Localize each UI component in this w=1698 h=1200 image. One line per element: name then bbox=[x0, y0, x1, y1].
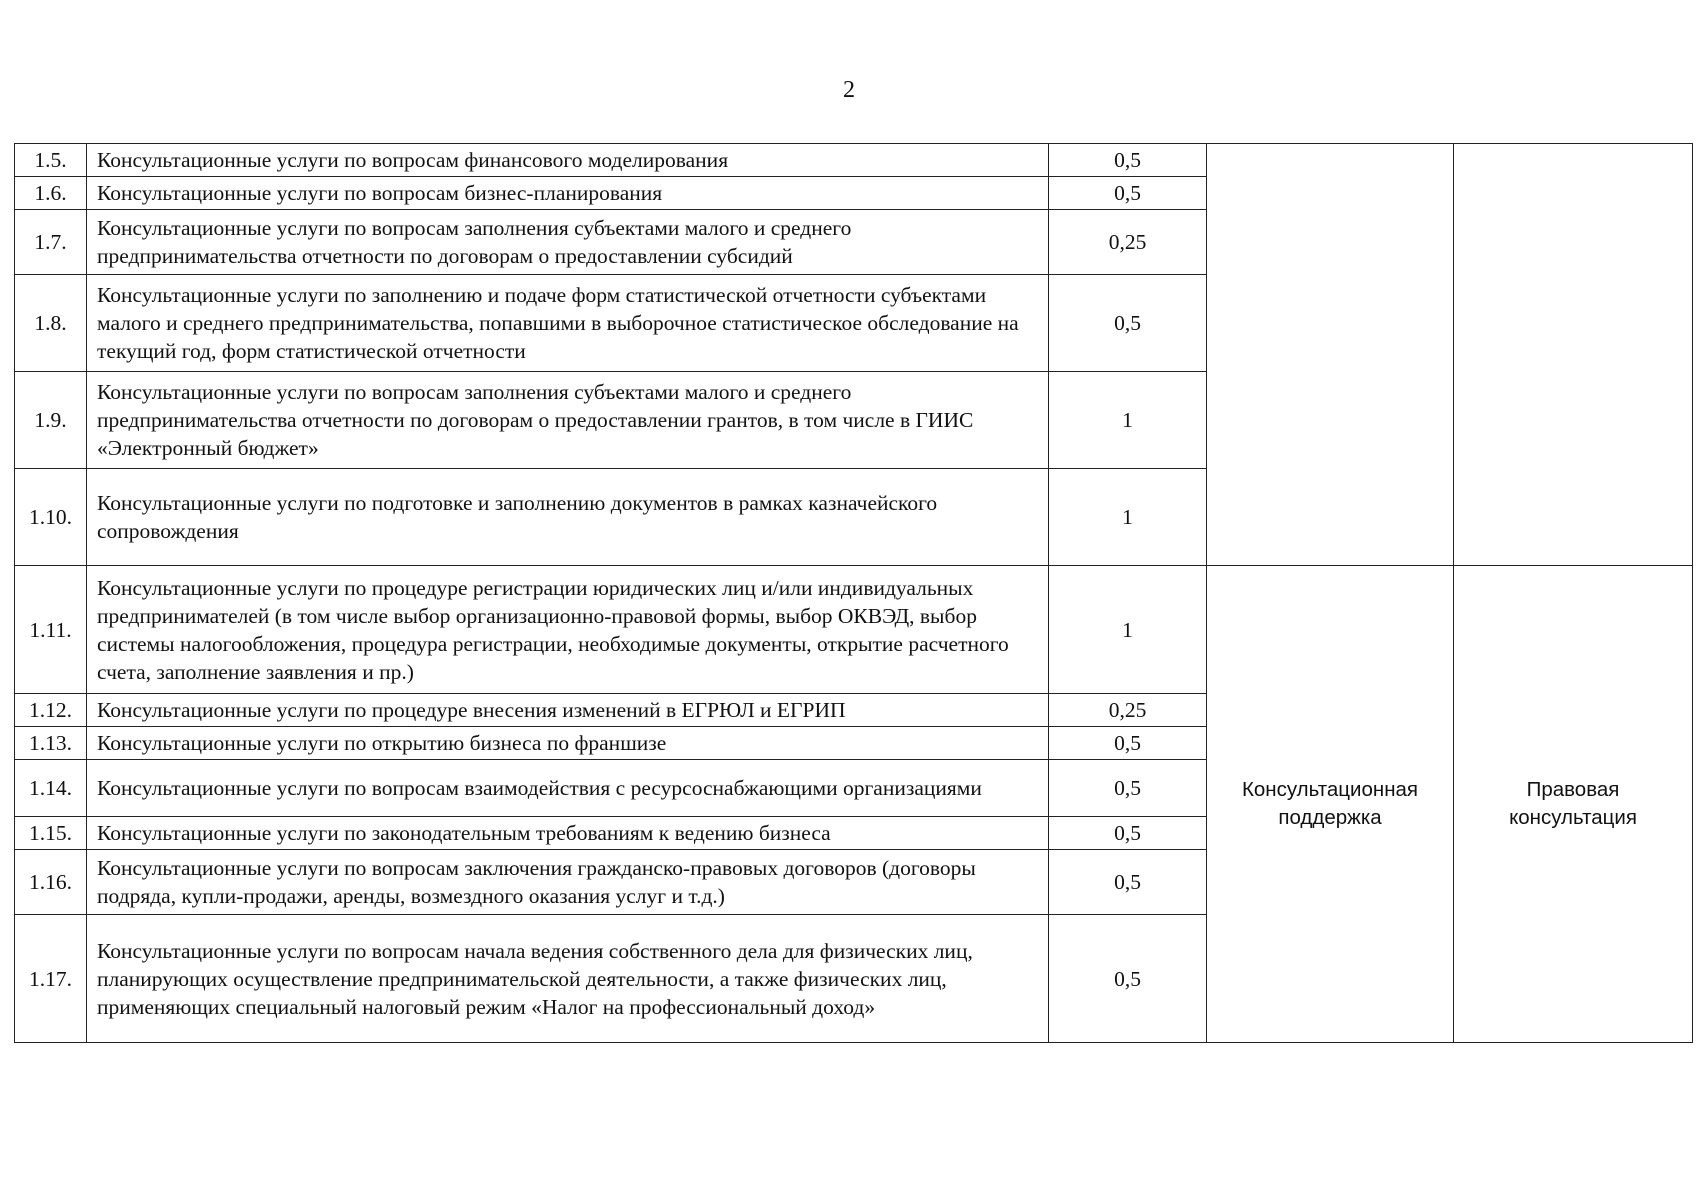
row-number: 1.15. bbox=[15, 817, 87, 850]
service-value: 1 bbox=[1049, 372, 1207, 469]
service-value: 0,5 bbox=[1049, 760, 1207, 817]
service-description: Консультационные услуги по подготовке и заполнению документов в рамках казначейского сопровождения bbox=[87, 469, 1049, 566]
row-number: 1.8. bbox=[15, 275, 87, 372]
support-type-cell: Консультационная поддержка bbox=[1207, 566, 1454, 1043]
consultation-type-cell-upper bbox=[1454, 144, 1693, 566]
service-description: Консультационные услуги по вопросам начала ведения собственного дела для физических лиц, планирующих осуществление предпринимательской деятельности, а также физических лиц, применяющих специальный налоговый режим «Налог на профессиональный доход» bbox=[87, 915, 1049, 1043]
service-description: Консультационные услуги по законодательным требованиям к ведению бизнеса bbox=[87, 817, 1049, 850]
row-number: 1.12. bbox=[15, 694, 87, 727]
consultation-type-cell: Правовая консультация bbox=[1454, 566, 1693, 1043]
row-number: 1.11. bbox=[15, 566, 87, 694]
service-value: 0,5 bbox=[1049, 275, 1207, 372]
row-number: 1.7. bbox=[15, 210, 87, 275]
service-value: 0,5 bbox=[1049, 727, 1207, 760]
service-description: Консультационные услуги по вопросам взаимодействия с ресурсоснабжающими организациями bbox=[87, 760, 1049, 817]
row-number: 1.14. bbox=[15, 760, 87, 817]
service-description: Консультационные услуги по вопросам заполнения субъектами малого и среднего предпринимательства отчетности по договорам о предоставлении грантов, в том числе в ГИИС «Электронный бюджет» bbox=[87, 372, 1049, 469]
service-value: 0,5 bbox=[1049, 915, 1207, 1043]
service-description: Консультационные услуги по вопросам заключения гражданско-правовых договоров (договоры подряда, купли-продажи, аренды, возмездного оказания услуг и т.д.) bbox=[87, 850, 1049, 915]
page-number: 2 bbox=[843, 77, 855, 103]
service-value: 1 bbox=[1049, 566, 1207, 694]
row-number: 1.13. bbox=[15, 727, 87, 760]
row-number: 1.6. bbox=[15, 177, 87, 210]
row-number: 1.5. bbox=[15, 144, 87, 177]
row-number: 1.17. bbox=[15, 915, 87, 1043]
service-description: Консультационные услуги по процедуре внесения изменений в ЕГРЮЛ и ЕГРИП bbox=[87, 694, 1049, 727]
service-description: Консультационные услуги по открытию бизнеса по франшизе bbox=[87, 727, 1049, 760]
service-value: 0,25 bbox=[1049, 694, 1207, 727]
service-value: 0,5 bbox=[1049, 144, 1207, 177]
services-table bbox=[14, 143, 1693, 1043]
row-number: 1.10. bbox=[15, 469, 87, 566]
service-description: Консультационные услуги по вопросам заполнения субъектами малого и среднего предпринимательства отчетности по договорам о предоставлении субсидий bbox=[87, 210, 1049, 275]
service-value: 0,5 bbox=[1049, 177, 1207, 210]
service-value: 1 bbox=[1049, 469, 1207, 566]
service-description: Консультационные услуги по заполнению и подаче форм статистической отчетности субъектами малого и среднего предпринимательства, попавшими в выборочное статистическое обследование на текущий год, форм статистической отчетности bbox=[87, 275, 1049, 372]
support-type-cell-upper bbox=[1207, 144, 1454, 566]
service-description: Консультационные услуги по процедуре регистрации юридических лиц и/или индивидуальных предпринимателей (в том числе выбор организационно-правовой формы, выбор ОКВЭД, выбор системы налогообложения, процедура регистрации, необходимые документы, открытие расчетного счета, заполнение заявления и пр.) bbox=[87, 566, 1049, 694]
table-row bbox=[15, 566, 1693, 694]
service-value: 0,25 bbox=[1049, 210, 1207, 275]
row-number: 1.16. bbox=[15, 850, 87, 915]
service-description: Консультационные услуги по вопросам бизнес-планирования bbox=[87, 177, 1049, 210]
service-description: Консультационные услуги по вопросам финансового моделирования bbox=[87, 144, 1049, 177]
table-row bbox=[15, 144, 1693, 177]
service-value: 0,5 bbox=[1049, 850, 1207, 915]
service-value: 0,5 bbox=[1049, 817, 1207, 850]
row-number: 1.9. bbox=[15, 372, 87, 469]
